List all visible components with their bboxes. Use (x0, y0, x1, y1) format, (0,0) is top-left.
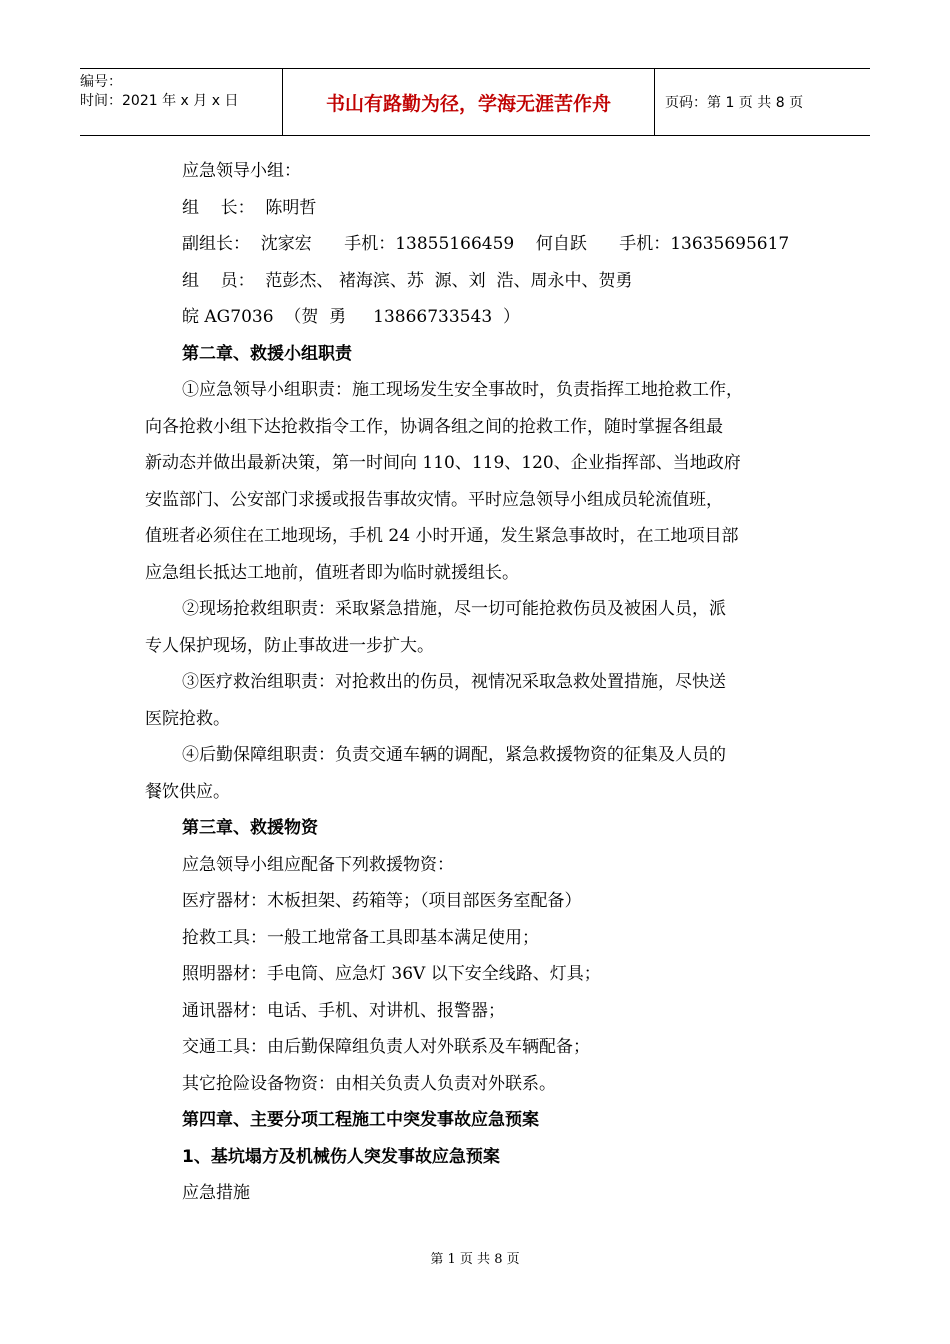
body-line: 通讯器材：电话、手机、对讲机、报警器； (182, 1000, 505, 1021)
body-line: 抢救工具：一般工地常备工具即基本满足使用； (182, 927, 539, 948)
body-line: ④后勤保障组职责：负责交通车辆的调配，紧急救援物资的征集及人员的 (182, 745, 726, 765)
body-line: ①应急领导小组职责：施工现场发生安全事故时，负责指挥工地抢救工作， (182, 380, 743, 400)
body-line: 组 员： 范彭杰、 褚海滨、苏 源、刘 浩、周永中、贺勇 (182, 270, 633, 291)
body-line: 应急领导小组应配备下列救援物资： (182, 854, 454, 875)
body-line: 应急组长抵达工地前，值班者即为临时就援组长。 (145, 562, 519, 583)
body-line: 向各抢救小组下达抢救指令工作，协调各组之间的抢救工作，随时掌握各组最 (145, 416, 723, 437)
body-line: 应急措施 (182, 1183, 250, 1203)
header-meta (80, 69, 283, 135)
body-line: 餐饮供应。 (145, 781, 230, 802)
body-line: 皖 AG7036 （贺 勇 13866733543 ） (182, 307, 520, 327)
chapter-heading: 第四章、主要分项工程施工中突发事故应急预案 (182, 1110, 539, 1130)
body-line: 交通工具：由后勤保障组负责人对外联系及车辆配备； (182, 1037, 590, 1057)
body-line: 医疗器材：木板担架、药箱等；（项目部医务室配备） (182, 891, 582, 911)
body-line: 其它抢险设备物资：由相关负责人负责对外联系。 (182, 1073, 556, 1094)
page-header (80, 68, 870, 136)
body-line: 医院抢救。 (145, 708, 230, 729)
document-date: 时间：2021 年 x 月 x 日 (80, 93, 239, 109)
header-motto: 书山有路勤为径，学海无涯苦作舟 (283, 69, 655, 135)
document-number-label: 编号： (80, 74, 122, 90)
document-body (145, 153, 810, 1212)
section-heading: 1、基坑塌方及机械伤人突发事故应急预案 (182, 1146, 500, 1167)
body-line: 组 长： 陈明哲 (182, 197, 317, 218)
body-line: ②现场抢救组职责：采取紧急措施，尽一切可能抢救伤员及被困人员，派 (182, 599, 726, 619)
body-line: 照明器材：手电筒、应急灯 36V 以下安全线路、灯具； (182, 964, 601, 984)
page-footer: 第 1 页 共 8 页 (430, 1252, 520, 1267)
chapter-heading: 第三章、救援物资 (182, 818, 318, 838)
body-line: 安监部门、公安部门求援或报告事故灾情。平时应急领导小组成员轮流值班， (145, 489, 723, 510)
body-line: 专人保护现场，防止事故进一步扩大。 (145, 635, 434, 656)
body-line: 新动态并做出最新决策，第一时间向 110、119、120、企业指挥部、当地政府 (145, 453, 741, 473)
chapter-heading: 第二章、救援小组职责 (182, 343, 352, 364)
header-page-info: 页码：第 1 页 共 8 页 (665, 95, 804, 111)
body-line: 应急领导小组： (182, 161, 301, 181)
body-line: 值班者必须住在工地现场，手机 24 小时开通，发生紧急事故时，在工地项目部 (145, 526, 739, 546)
body-line: 副组长： 沈家宏 手机：13855166459 何自跃 手机：13635695617 (182, 234, 790, 254)
body-line: ③医疗救治组职责：对抢救出的伤员，视情况采取急救处置措施，尽快送 (182, 672, 726, 692)
